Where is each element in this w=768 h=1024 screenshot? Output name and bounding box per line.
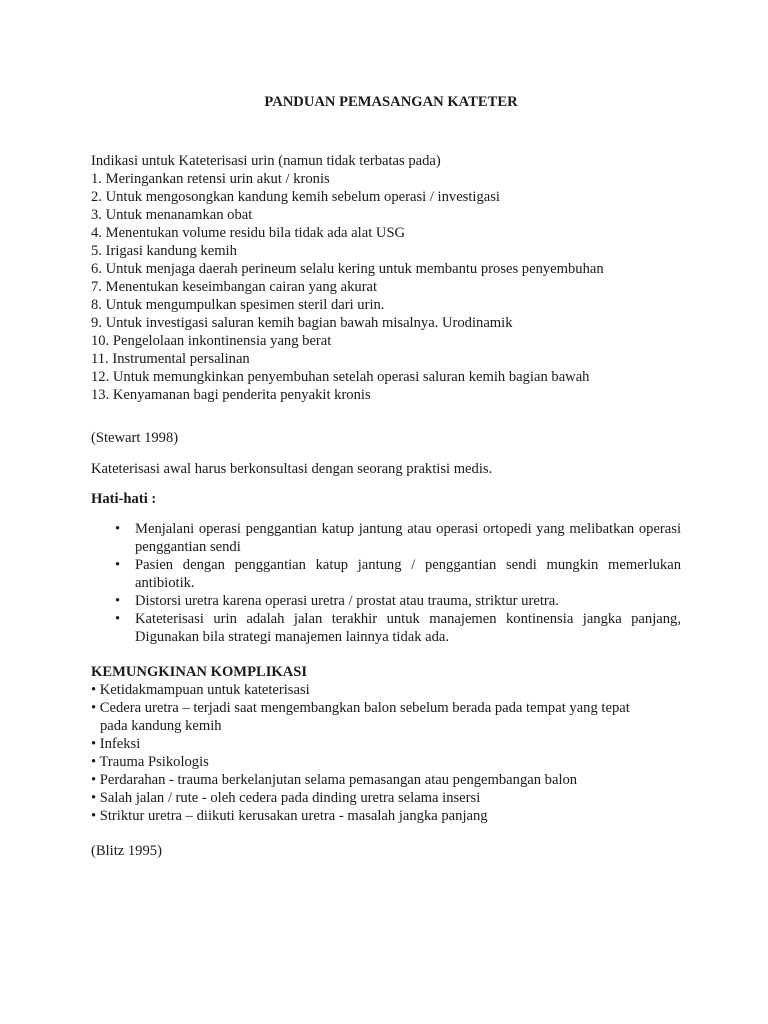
- indikasi-item: 12. Untuk memungkinkan penyembuhan setelah operasi saluran kemih bagian bawah: [91, 369, 590, 385]
- indikasi-item: 11. Instrumental persalinan: [91, 351, 250, 367]
- citation-stewart: (Stewart 1998): [91, 430, 179, 446]
- indikasi-item: 10. Pengelolaan inkontinensia yang berat: [91, 333, 332, 349]
- hati-hati-list: [91, 520, 681, 646]
- list-item: [91, 556, 681, 592]
- komplikasi-list: [91, 681, 681, 825]
- indikasi-item: 7. Menentukan keseimbangan cairan yang akurat: [91, 279, 378, 295]
- hati-hati-heading: Hati-hati :: [91, 491, 157, 507]
- list-item-text: Pasien dengan penggantian katup jantung / penggantian sendi mungkin memerlukan antibiotik.: [135, 557, 681, 591]
- komplikasi-item: • Ketidakmampuan untuk kateterisasi: [91, 682, 310, 698]
- indikasi-item: 6. Untuk menjaga daerah perineum selalu kering untuk membantu proses penyembuhan: [91, 261, 604, 277]
- citation-blitz: (Blitz 1995): [91, 843, 162, 859]
- indikasi-item: 2. Untuk mengosongkan kandung kemih sebelum operasi / investigasi: [91, 189, 500, 205]
- komplikasi-item: • Perdarahan - trauma berkelanjutan selama pemasangan atau pengembangan balon: [91, 772, 578, 788]
- bullet-icon: •: [115, 557, 121, 573]
- komplikasi-item: • Striktur uretra – diikuti kerusakan uretra - masalah jangka panjang: [91, 808, 488, 824]
- indikasi-item: 8. Untuk mengumpulkan spesimen steril dari urin.: [91, 297, 385, 313]
- komplikasi-item: • Salah jalan / rute - oleh cedera pada dinding uretra selama insersi: [91, 790, 481, 806]
- komplikasi-item: • Infeksi: [91, 736, 141, 752]
- indikasi-item: 9. Untuk investigasi saluran kemih bagian bawah misalnya. Urodinamik: [91, 315, 513, 331]
- list-item: [91, 520, 681, 556]
- indikasi-intro: Indikasi untuk Kateterisasi urin (namun tidak terbatas pada): [91, 153, 441, 169]
- list-item-text: Kateterisasi urin adalah jalan terakhir untuk manajemen kontinensia jangka panjang, Digunakan bila strategi manajemen lainnya tidak ada.: [135, 611, 681, 645]
- bullet-icon: •: [115, 593, 121, 609]
- list-item-text: Menjalani operasi penggantian katup jantung atau operasi ortopedi yang melibatkan operasi penggantian sendi: [135, 521, 681, 555]
- indikasi-item: 4. Menentukan volume residu bila tidak ada alat USG: [91, 225, 406, 241]
- list-item: [91, 592, 681, 610]
- indikasi-item: 1. Meringankan retensi urin akut / kronis: [91, 171, 330, 187]
- komplikasi-item: • Trauma Psikologis: [91, 754, 209, 770]
- consult-paragraph: Kateterisasi awal harus berkonsultasi dengan seorang praktisi medis.: [91, 461, 493, 477]
- indikasi-item: 13. Kenyamanan bagi penderita penyakit kronis: [91, 387, 371, 403]
- indikasi-item: 3. Untuk menanamkan obat: [91, 207, 253, 223]
- document-title: PANDUAN PEMASANGAN KATETER: [264, 94, 518, 110]
- komplikasi-item: • Cedera uretra – terjadi saat mengembangkan balon sebelum berada pada tempat yang tepat: [91, 700, 630, 716]
- document-page: [91, 93, 681, 860]
- komplikasi-heading: KEMUNGKINAN KOMPLIKASI: [91, 664, 308, 680]
- list-item: [91, 610, 681, 646]
- bullet-icon: •: [115, 521, 121, 537]
- list-item-text: Distorsi uretra karena operasi uretra / prostat atau trauma, striktur uretra.: [135, 593, 559, 609]
- bullet-icon: •: [115, 611, 121, 627]
- indikasi-item: 5. Irigasi kandung kemih: [91, 243, 237, 259]
- komplikasi-item-continuation: pada kandung kemih: [100, 718, 222, 734]
- indikasi-section: [91, 152, 681, 404]
